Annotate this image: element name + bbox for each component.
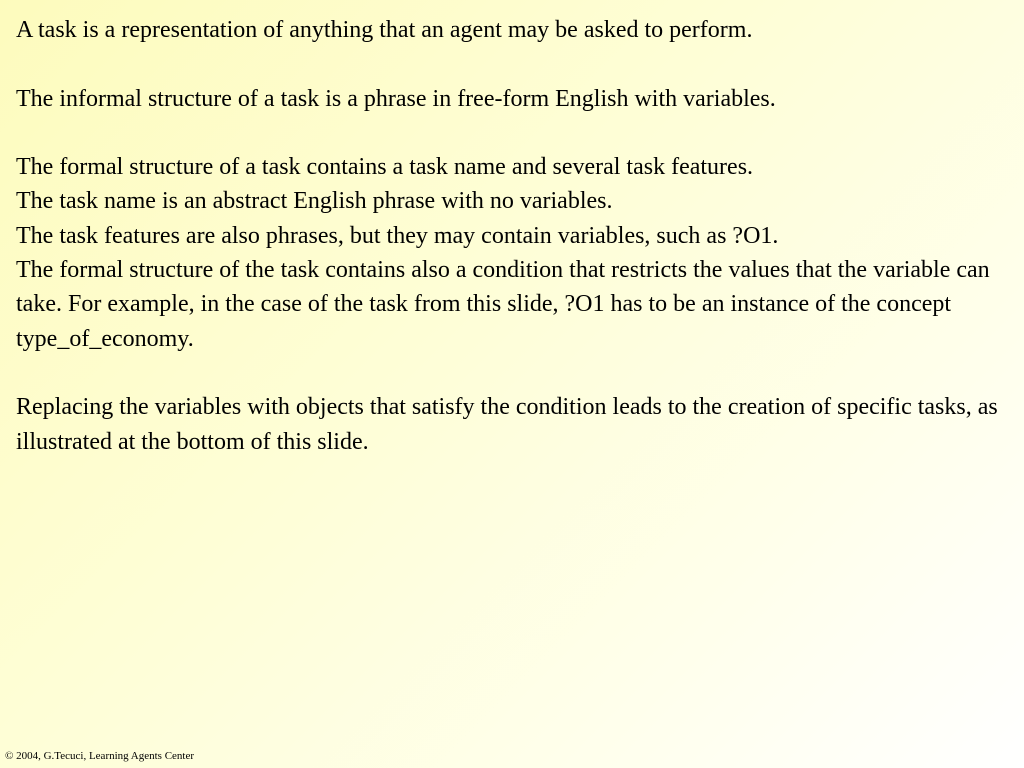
paragraph-spacer [16, 47, 1006, 81]
paragraph-task-features: The task features are also phrases, but they may contain variables, such as ?O1. [16, 222, 779, 249]
paragraph-formal-structure: The formal structure of a task contains a task name and several task features. [16, 154, 754, 181]
paragraph-spacer [16, 356, 1006, 390]
paragraph-condition: The formal structure of the task contains also a condition that restricts the values that the variable can take. For example, in the case of the task from this slide, ?O1 has to be an instance of the concept type_of_economy. [16, 257, 990, 352]
paragraph-specific-tasks: Replacing the variables with objects that satisfy the condition leads to the creation of specific tasks, as illustrated at the bottom of this slide. [16, 394, 998, 455]
paragraph-informal-structure: The informal structure of a task is a phrase in free-form English with variables. [16, 85, 776, 112]
footer-copyright: © 2004, G.Tecuci, Learning Agents Center [5, 750, 195, 762]
paragraph-task-definition: A task is a representation of anything that an agent may be asked to perform. [16, 17, 753, 43]
paragraph-task-name: The task name is an abstract English phrase with no variables. [16, 188, 613, 215]
slide-body [16, 13, 1006, 459]
paragraph-spacer [16, 116, 1006, 150]
